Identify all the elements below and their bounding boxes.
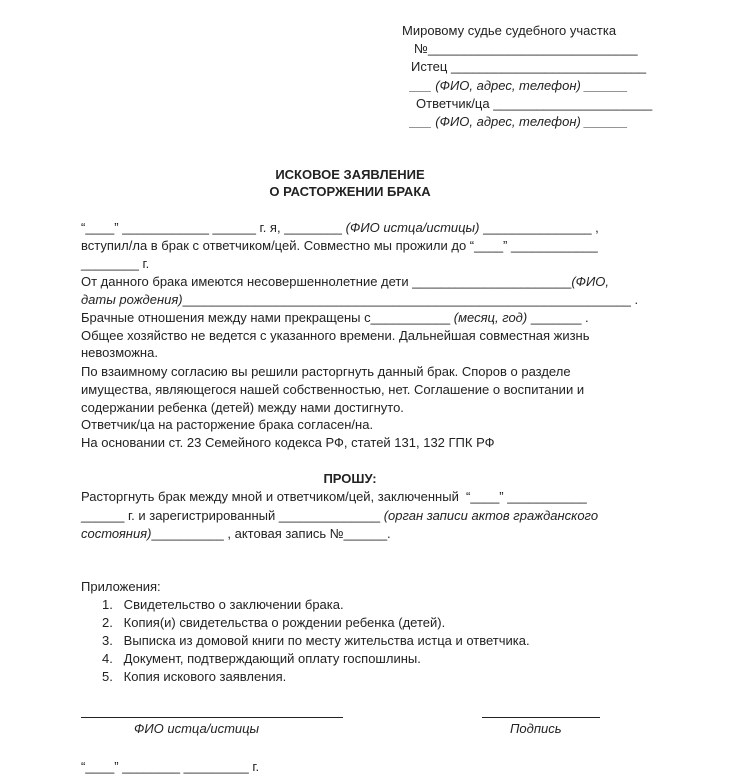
attachments-heading: Приложения: (81, 579, 161, 594)
attachment-item: 3. Выписка из домовой книги по месту жительства истца и ответчика. (102, 633, 530, 648)
document-subtitle: О РАСТОРЖЕНИИ БРАКА (269, 184, 431, 199)
court-section-number: №_____________________________ (414, 41, 638, 56)
defendant-consent: Ответчик/ца на расторжение брака согласен/на. (81, 417, 374, 432)
month-year-blank: _______ . (530, 310, 589, 325)
marriage-date-line (81, 220, 599, 236)
plaintiff-field: Истец ___________________________ (411, 59, 647, 74)
name-signature-line (81, 717, 343, 718)
document-title: ИСКОВОЕ ЗАЯВЛЕНИЕ (275, 167, 425, 182)
children-name-hint: (ФИО, (571, 274, 609, 289)
plaintiff-name-blank: _______________ , (483, 220, 599, 235)
cohabitation-year: ________ г. (81, 256, 150, 271)
signature-date: “____” ________ _________ г. (81, 759, 260, 774)
signature-line (482, 717, 600, 718)
agreement-line-3: содержании ребенка (детей) между нами достигнуто. (81, 400, 404, 415)
attachment-item: 4. Документ, подтверждающий оплату госпошлины. (102, 651, 421, 666)
agreement-line-1: По взаимному согласию вы решили расторгнуть данный брак. Споров о разделе (81, 364, 571, 379)
birthdates-hint: даты рождения) (81, 292, 183, 307)
cohabitation-line: вступил/ла в брак с ответчиком/цей. Совместно мы прожили до “____” ____________ (81, 238, 598, 253)
defendant-field: Ответчик/ца ______________________ (416, 96, 653, 111)
registry-office-hint: (орган записи актов гражданского (383, 508, 599, 523)
agreement-line-2: имущества, являющегося нашей собственностью, нет. Соглашение о воспитании и (81, 382, 585, 397)
marriage-date-text: “____” ____________ ______ г. я, ________ (81, 220, 343, 235)
request-line-3 (81, 526, 391, 542)
registration-text: ______ г. и зарегистрированный ______________ (81, 508, 381, 523)
court-addressee: Мировому судье судебного участка (402, 23, 617, 38)
registry-office-hint-cont: состояния) (81, 526, 152, 541)
name-caption: ФИО истца/истицы (134, 721, 260, 736)
attachment-item: 5. Копия искового заявления. (102, 669, 287, 684)
record-number-blank: __________ , актовая запись №______. (151, 526, 391, 541)
relations-ended-line (81, 310, 589, 326)
defendant-details-hint: ___ (ФИО, адрес, телефон) ______ (410, 114, 628, 129)
request-line-1: Расторгнуть брак между мной и ответчиком/цей, заключенный “____” ___________ (81, 489, 587, 504)
birthdates-blank: ______________________________________________________________ . (182, 292, 639, 307)
attachment-item: 2. Копия(и) свидетельства о рождении ребенка (детей). (102, 615, 446, 630)
relations-ended-text: Брачные отношения между нами прекращены с___________ (81, 310, 451, 325)
month-year-hint: (месяц, год) (453, 310, 528, 325)
children-text: От данного брака имеются несовершеннолетние дети ______________________ (81, 274, 572, 289)
request-heading: ПРОШУ: (323, 471, 377, 486)
children-birthdates-line (81, 292, 638, 308)
request-line-2 (81, 508, 598, 524)
signature-caption: Подпись (510, 721, 562, 736)
children-line (81, 274, 609, 290)
plaintiff-name-hint: (ФИО истца/истицы) (345, 220, 480, 235)
plaintiff-details-hint: ___ (ФИО, адрес, телефон) ______ (410, 78, 628, 93)
legal-basis: На основании ст. 23 Семейного кодекса РФ, статей 131, 132 ГПК РФ (81, 435, 495, 450)
household-line: Общее хозяйство не ведется с указанного времени. Дальнейшая совместная жизнь (81, 328, 590, 343)
household-line-cont: невозможна. (81, 345, 158, 360)
attachment-item: 1. Свидетельство о заключении брака. (102, 597, 344, 612)
